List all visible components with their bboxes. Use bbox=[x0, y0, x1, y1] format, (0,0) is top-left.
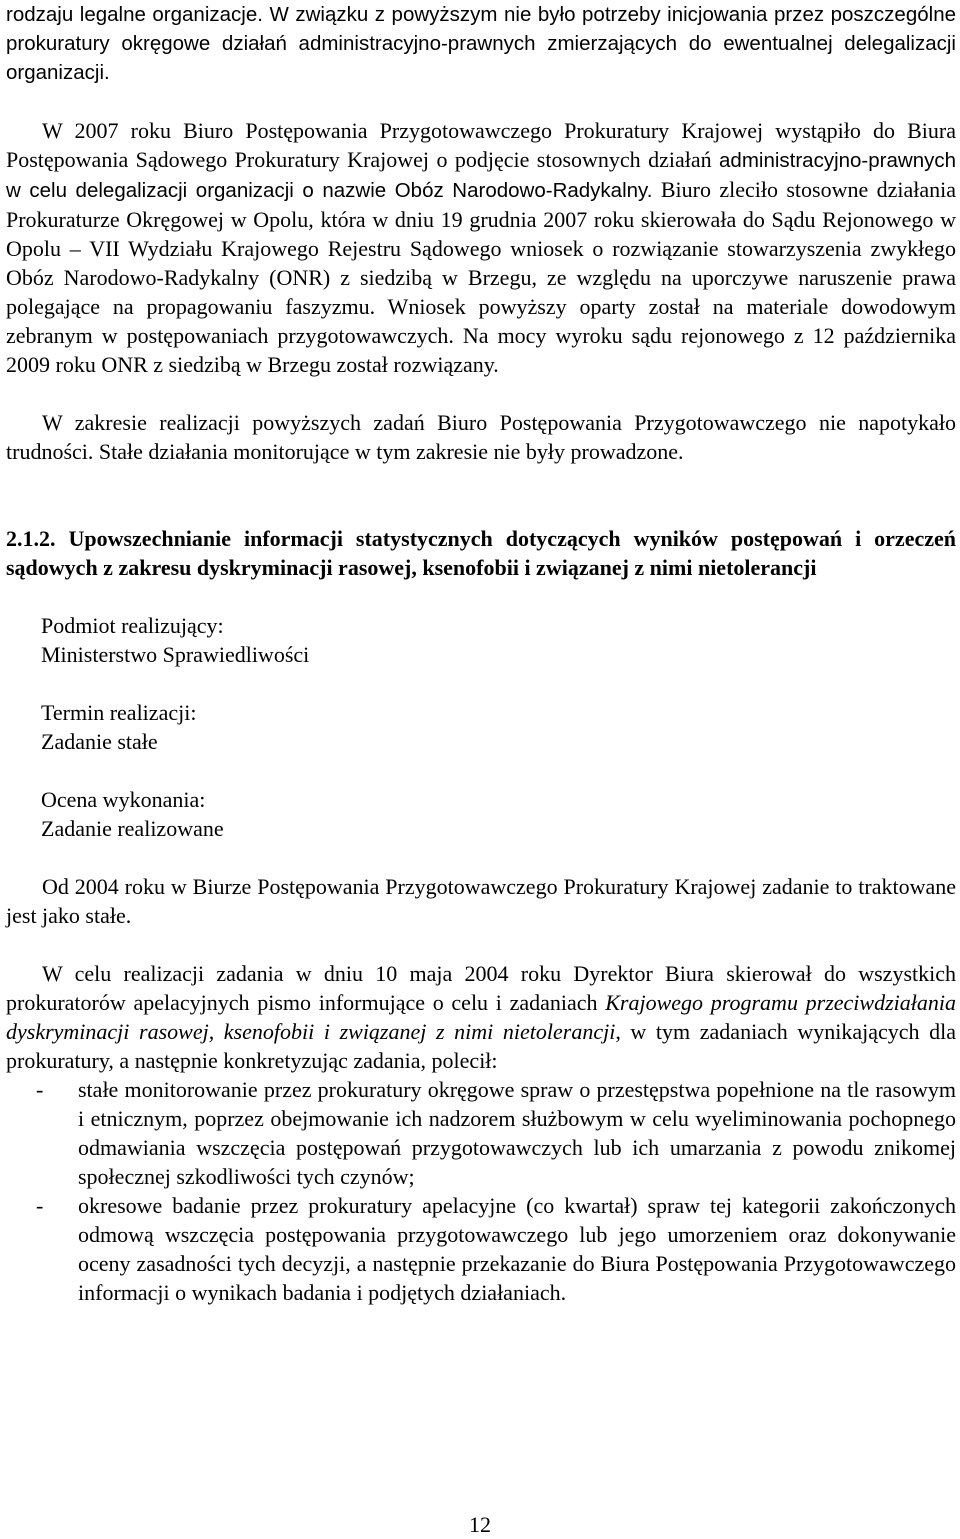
page-number: 12 bbox=[469, 1512, 491, 1537]
paragraph-since-2004: Od 2004 roku w Biurze Postępowania Przygotowawczego Prokuratury Krajowej zadanie to traktowane jest jako stałe. bbox=[6, 874, 956, 928]
paragraph-onr-delegalization bbox=[6, 116, 956, 379]
directive-list bbox=[6, 1075, 956, 1307]
section-number: 2.1.2. bbox=[6, 526, 56, 551]
subject-label: Podmiot realizujący: bbox=[41, 613, 224, 638]
paragraph-no-difficulties: W zakresie realizacji powyższych zadań Biuro Postępowania Przygotowawczego nie napotykało trudności. Stałe działania monitorujące w tym zakresie nie były prowadzone. bbox=[6, 410, 956, 464]
paragraph-text: W celu realizacji zadania w dniu 10 maja 2004 roku Dyrektor Biura skierował do wszystkich prokuratorów apelacyjnych pismo informujące o celu i zadaniach bbox=[6, 961, 956, 1015]
subject-block bbox=[41, 611, 956, 669]
subject-value: Ministerstwo Sprawiedliwości bbox=[41, 642, 310, 667]
section-heading bbox=[6, 524, 956, 582]
document-page bbox=[6, 0, 956, 1307]
evaluation-value: Zadanie realizowane bbox=[41, 816, 224, 841]
deadline-value: Zadanie stałe bbox=[41, 729, 158, 754]
deadline-label: Termin realizacji: bbox=[41, 700, 197, 725]
paragraph-text-sans: administracyjno-prawnych w celu delegalizacji organizacji o nazwie Obóz Narodowo-Radykalny. bbox=[6, 149, 956, 202]
paragraph-text: , w tym zadaniach wynikających dla prokuratury, a następnie konkretyzując zadania, polecił: bbox=[6, 1019, 956, 1073]
list-dash: - bbox=[36, 1077, 44, 1102]
paragraph-continuation: rodzaju legalne organizacje. W związku z powyższym nie było potrzeby inicjowania przez poszczególne prokuratury okręgowe działań administracyjno-prawnych zmierzających do ewentualnej delegalizacji organizacji. bbox=[6, 3, 956, 84]
list-item bbox=[6, 1191, 956, 1307]
evaluation-block bbox=[41, 785, 956, 843]
paragraph-directive bbox=[6, 959, 956, 1075]
list-item-text: stałe monitorowanie przez prokuratury okręgowe spraw o przestępstwa popełnione na tle rasowym i etnicznym, poprzez obejmowanie ich nadzorem służbowym w celu wyeliminowania pochopnego odmawiania wszczęcia postępowań przygotowawczych lub ich umarzania z powodu znikomej społecznej szkodliwości tych czynów; bbox=[78, 1077, 956, 1189]
deadline-block bbox=[41, 698, 956, 756]
list-item bbox=[6, 1075, 956, 1191]
program-title-italic: Krajowego programu przeciwdziałania dyskryminacji rasowej, ksenofobii i związanej z nimi nietolerancji bbox=[6, 990, 956, 1044]
list-item-text: okresowe badanie przez prokuratury apelacyjne (co kwartał) spraw tej kategorii zakończonych odmową wszczęcia postępowania przygotowawczego lub jego umorzeniem oraz dokonywanie oceny zasadności tych decyzji, a następnie przekazanie do Biura Postępowania Przygotowawczego informacji o wynikach badania i podjętych działaniach. bbox=[78, 1193, 956, 1305]
list-dash: - bbox=[36, 1193, 44, 1218]
evaluation-label: Ocena wykonania: bbox=[41, 787, 206, 812]
section-title: Upowszechnianie informacji statystycznych dotyczących wyników postępowań i orzeczeń sądowych z zakresu dyskryminacji rasowej, ksenofobii i związanej z nimi nietolerancji bbox=[6, 526, 956, 580]
paragraph-text: Biuro zleciło stosowne działania Prokuraturze Okręgowej w Opolu, która w dniu 19 grudnia 2007 roku skierowała do Sądu Rejonowego w Opolu – VII Wydziału Krajowego Rejestru Sądowego wniosek o rozwiązanie stowarzyszenia zwykłego Obóz Narodowo-Radykalny (ONR) z siedzibą w Brzegu, ze względu na uporczywe naruszenie prawa polegające na propagowaniu faszyzmu. Wniosek powyższy oparty został na materiale dowodowym zebranym w postępowaniach przygotowawczych. Na mocy wyroku sądu rejonowego z 12 października 2009 roku ONR z siedzibą w Brzegu został rozwiązany. bbox=[6, 177, 957, 377]
paragraph-text: W 2007 roku Biuro Postępowania Przygotowawczego Prokuratury Krajowej wystąpiło do Biura Postępowania Sądowego Prokuratury Krajowej o podjęcie stosownych działań bbox=[6, 118, 956, 172]
